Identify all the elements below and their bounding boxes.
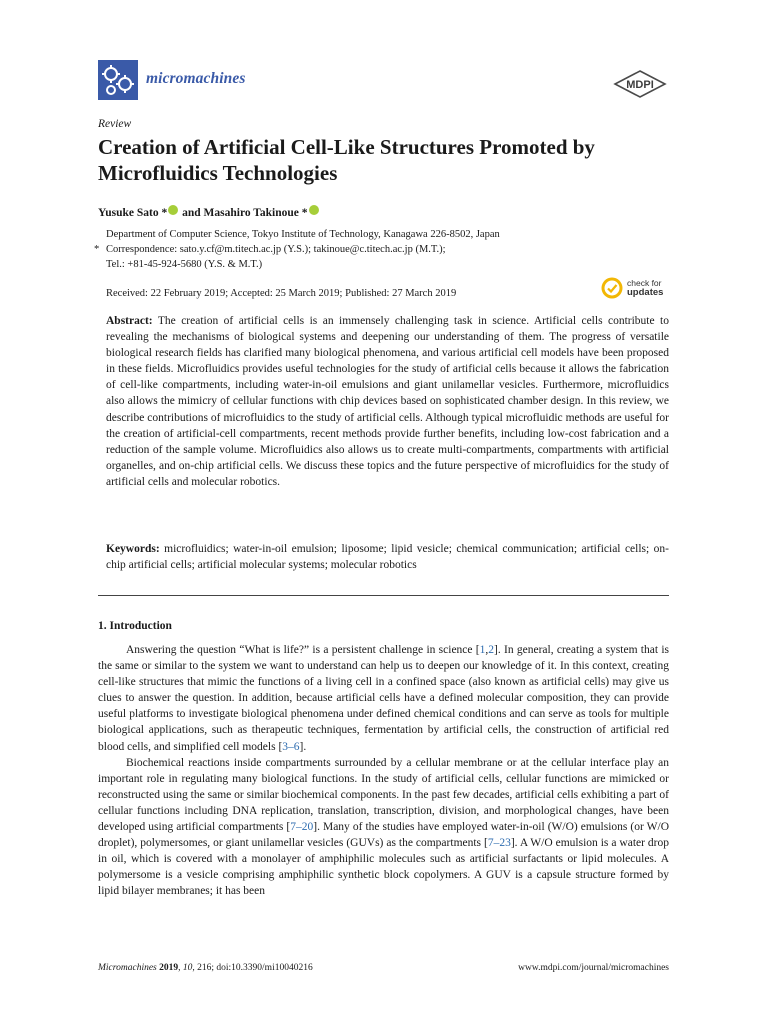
affiliation: Department of Computer Science, Tokyo Institute of Technology, Kanagawa 226-8502, Japan (106, 229, 500, 240)
journal-name: micromachines (146, 70, 246, 87)
author-conjunction: and (179, 207, 204, 219)
citation-separator: , (485, 644, 489, 656)
abstract-text: The creation of artificial cells is an immensely challenging task in science. Artificial cells contribute to revealing the mechanisms of biological systems and deepening our understanding of them. The progress of versatile biological research fields has clarified many biological phenomena, and various artificial cell models have been proposed in these fields. Microfluidics provides useful technologies for the study of artificial cells because it allows the fabrication of cell-like compartments, including water-in-oil emulsions and giant unilamellar vesicles. Furthermore, microfluidics also allows the mimicry of cellular functions with chip devices based on sophisticated chamber design. In this review, we describe contributions of microfluidics to the study of artificial cells. Although typical microfluidic methods are useful for the creation of artificial-cell compartments, recent methods provide further benefits, including low-cost fabrication and a reduction of the sample volume. Microfluidics also allows us to create multi-compartments, compartments with artificial organelles, and on-chip artificial cells. We discuss these topics and the future perspective of microfluidics for the study of artificial cells and molecular robotics. (106, 315, 669, 488)
keywords (106, 541, 669, 573)
section-heading: 1. Introduction (98, 620, 172, 632)
telephone: Tel.: +81-45-924-5680 (Y.S. & M.T.) (106, 259, 263, 270)
citation-link[interactable]: 3–6 (282, 740, 300, 753)
author-name[interactable]: Masahiro Takinoue * (203, 207, 308, 219)
paragraph-text: Biochemical reactions inside compartments surrounded by a cellular membrane or at the cellular interface play an important role in regulating many biological functions. In the study of artificial cells, cellular functions are mimicked or reconstructed using the same or similar biochemical components. In the past few decades, artificial cells exhibiting a part of cellular functions including DNA replication, translation, transcription, division, and morphological changes, have been developed using artificial compartments [ (98, 756, 669, 834)
footer-year: 2019 (159, 963, 179, 973)
check-updates-line1: check for (627, 278, 662, 288)
orcid-icon[interactable] (309, 205, 319, 215)
correspondence-line (94, 242, 500, 257)
correspondence-marker: * (94, 244, 100, 255)
paragraph-text: Answering the question “What is life?” is a persistent challenge in science [ (126, 644, 480, 656)
mdpi-logo (612, 70, 668, 98)
footer-volume: 10 (182, 963, 193, 973)
affiliation-block (94, 227, 500, 272)
footer-details[interactable]: , 216; doi:10.3390/mi10040216 (192, 963, 313, 973)
author-list (98, 205, 320, 219)
introduction-body (98, 642, 669, 900)
abstract (106, 313, 669, 490)
paragraph-text: ]. A W/O emulsion is a water drop in oil, which is covered with a monolayer of amphiphilic molecules such as artificial surfactants or lipid molecules. A polymersome is a vesicle comprising amphiphilic synthetic block copolymers. A GUV is a capsule structure formed by lipid bilayer membranes; it has been (98, 837, 669, 898)
citation-link[interactable]: 2 (488, 644, 495, 656)
paragraph-text: ]. (299, 740, 307, 753)
footer-citation: Micromachines 2019, 10, 216; doi:10.3390/mi10040216 (98, 963, 313, 973)
footer-journal: Micromachines (98, 963, 157, 973)
orcid-icon[interactable] (168, 205, 178, 215)
check-for-updates-badge[interactable] (601, 277, 671, 301)
paragraph (98, 755, 669, 900)
abstract-label: Abstract: (106, 315, 153, 327)
paragraph-text: ]. In general, creating a system that is the same or similar to the system we want to understand can help us to deepen our knowledge of it. In this context, creating cell-like structures that mimic the functions of a living cell in a confined space (also known as artificial cells) may give us clues to answer the question. In addition, because artificial cells have a defined molecular composition, they can provide useful platforms to investigate biological phenomena under defined chemical conditions and can serve as tools for multiple biological applications, such as therapeutic techniques, fermentation by artificial cells, the construction of artificial red blood cells, and simplified cell models [ (98, 644, 670, 753)
keywords-text: microfluidics; water-in-oil emulsion; liposome; lipid vesicle; chemical communication; artificial cells; on-chip artificial cells; artificial molecular systems; molecular robotics (106, 543, 670, 572)
gears-icon (98, 60, 138, 100)
mdpi-logo-text: MDPI (626, 79, 654, 91)
author-name[interactable]: Yusuke Sato * (98, 207, 168, 219)
check-updates-icon (601, 277, 623, 299)
citation-link[interactable]: 7–20 (290, 821, 314, 834)
section-divider (98, 595, 669, 596)
footer-url[interactable]: www.mdpi.com/journal/micromachines (518, 963, 669, 973)
paragraph (98, 642, 669, 755)
check-updates-line2: updates (627, 287, 664, 298)
article-title: Creation of Artificial Cell-Like Structures Promoted by Microfluidics Technologies (98, 135, 595, 185)
correspondence[interactable]: Correspondence: sato.y.cf@m.titech.ac.jp (Y.S.); takinoue@c.titech.ac.jp (M.T.); (106, 244, 446, 255)
paragraph-text: ]. Many of the studies have employed water-in-oil (W/O) emulsions (or W/O droplet), polymersomes, or giant unilamellar vesicles (GUVs) as the compartments [ (98, 821, 669, 850)
article-type: Review (98, 118, 132, 130)
publication-dates: Received: 22 February 2019; Accepted: 25 March 2019; Published: 27 March 2019 (106, 288, 457, 299)
citation-link[interactable]: 1 (479, 644, 486, 656)
keywords-label: Keywords: (106, 543, 160, 555)
citation-link[interactable]: 7–23 (487, 837, 511, 850)
